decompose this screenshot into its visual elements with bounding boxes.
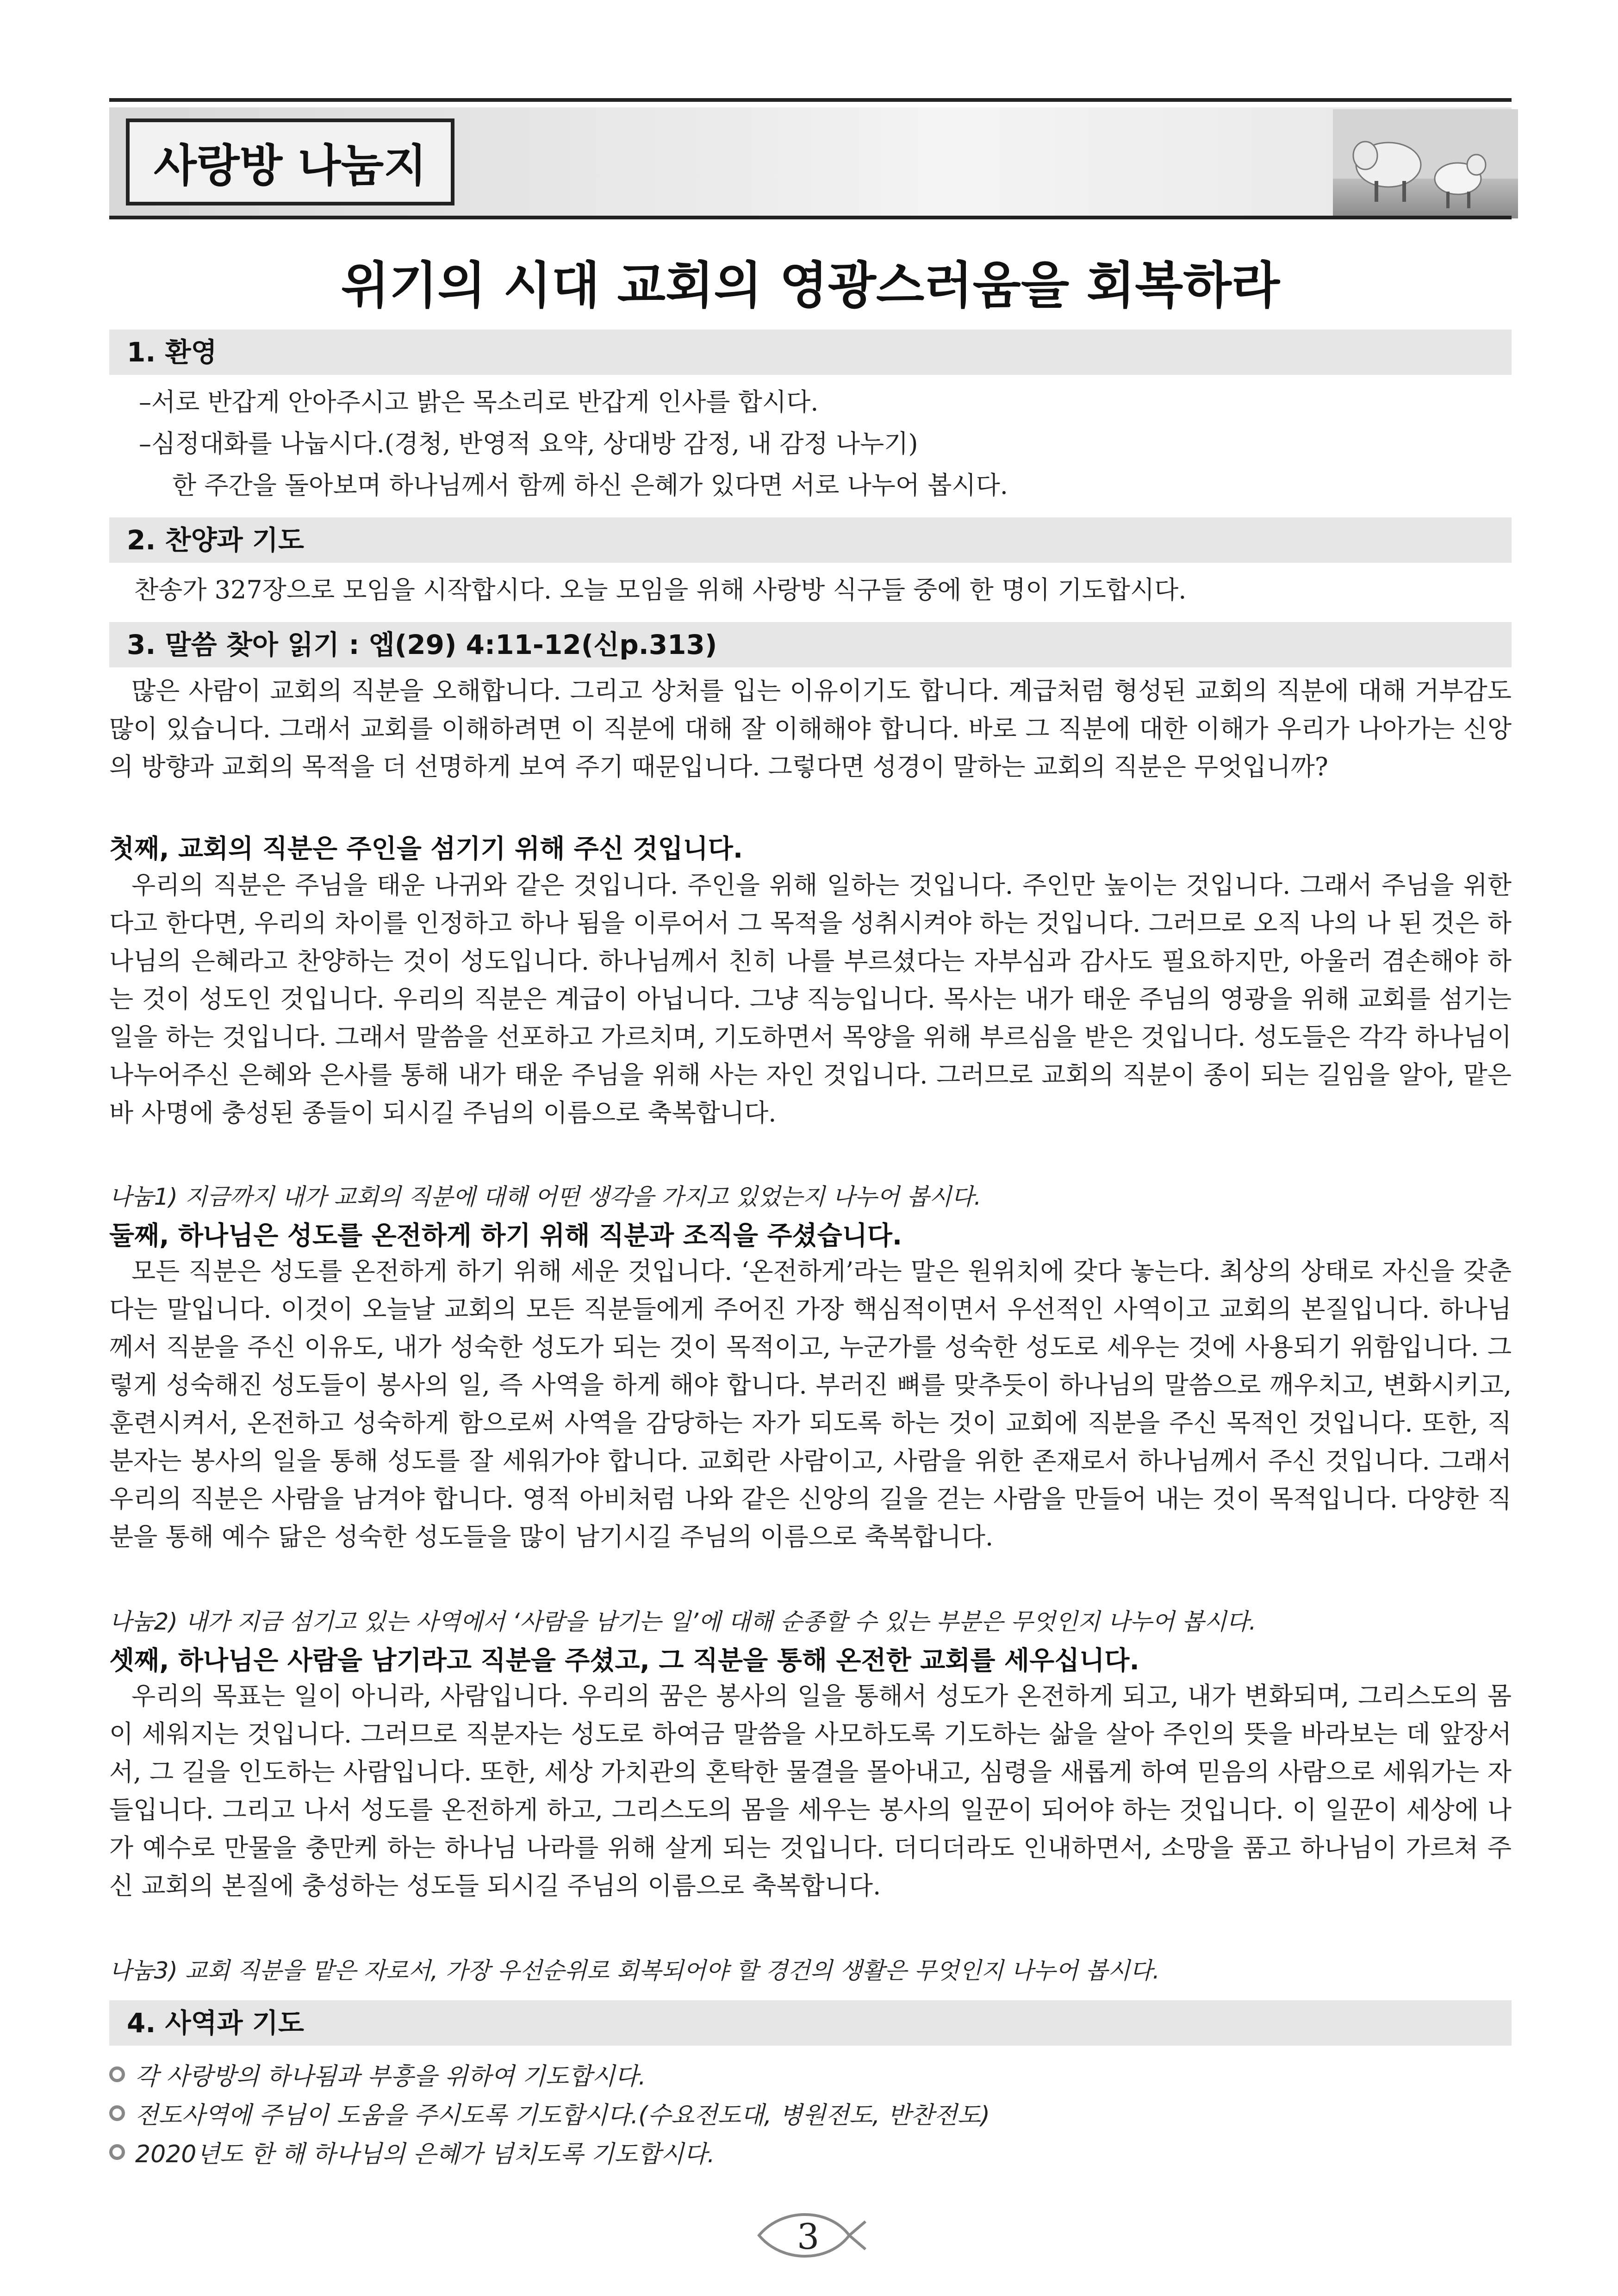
prayer-item <box>109 2134 715 2169</box>
prayer-item <box>109 2057 646 2091</box>
welcome-line: 한 주간을 돌아보며 하나님께서 함께 하신 은혜가 있다면 서로 나누어 봅시다. <box>172 471 1008 500</box>
prayer-text: 2020년도 한 해 하나님의 은혜가 넘치도록 기도합시다. <box>135 2140 715 2168</box>
praise-line: 찬송가 327장으로 모임을 시작합시다. 오늘 모임을 위해 사랑방 식구들 중에 한 명이 기도합시다. <box>134 575 1187 604</box>
sheep-photo <box>1333 109 1518 218</box>
page-number-text: 3 <box>797 2216 820 2257</box>
prayer-text: 각 사랑방의 하나됨과 부흥을 위하여 기도합시다. <box>135 2063 646 2091</box>
page-title: 위기의 시대 교회의 영광스러움을 회복하라 <box>341 257 1280 315</box>
section-heading-praise: 2. 찬양과 기도 <box>109 517 1512 563</box>
scripture-intro: 많은 사람이 교회의 직분을 오해합니다. 그리고 상처를 입는 이유이기도 합니다. 계급처럼 형성된 교회의 직분에 대해 거부감도 많이 있습니다. 그래서 교회를 이해하려면 이 직분에 대해 잘 이해해야 합니다. 바로 그 직분에 대한 이해가 우리가 나아가는 신앙의 방향과 교회의 목적을 더 선명하게 보여 주기 때문입니다. 그렇다면 성경이 말하는 교회의 직분은 무엇입니까? <box>109 676 1512 781</box>
page-number <box>750 2203 870 2268</box>
point-body: 우리의 목표는 일이 아니라, 사람입니다. 우리의 꿈은 봉사의 일을 통해서 성도가 온전하게 되고, 내가 변화되며, 그리스도의 몸이 세워지는 것입니다. 그러므로 직분자는 성도로 하여금 말씀을 사모하도록 기도하는 삶을 살아 주인의 뜻을 바라보는 데 앞장서서, 그 길을 인도하는 사람입니다. 또한, 세상 가치관의 혼탁한 물결을 몰아내고, 심령을 새롭게 하여 믿음의 사람으로 세워가는 자들입니다. 그리고 나서 성도를 온전하게 하고, 그리스도의 몸을 세우는 봉사의 일꾼이 되어야 하는 것입니다. 이 일꾼이 세상에 나가 예수로 만물을 충만케 하는 하나님 나라를 위해 살게 되는 것입니다. 더디더라도 인내하면서, 소망을 품고 하나님이 가르쳐 주신 교회의 본질에 충성하는 성도들 되시길 주님의 이름으로 축복합니다. <box>109 1681 1512 1900</box>
header-top-rule <box>109 98 1512 102</box>
corner-badge: 사랑방 나눔지 <box>126 118 454 205</box>
prayer-item <box>109 2096 990 2130</box>
share-question: 나눔2) 내가 지금 섬기고 있는 사역에서 ‘사람을 남기는 일’에 대해 순종할 수 있는 부분은 무엇인지 나누어 봅시다. <box>109 1608 1257 1635</box>
point-heading: 둘째, 하나님은 성도를 온전하게 하기 위해 직분과 조직을 주셨습니다. <box>109 1221 902 1251</box>
welcome-line: –심정대화를 나눕시다.(경청, 반영적 요약, 상대방 감정, 내 감정 나누기) <box>139 429 918 458</box>
section-heading-scripture: 3. 말씀 찾아 읽기 : 엡(29) 4:11-12(신p.313) <box>109 622 1512 667</box>
bullet-icon <box>109 2066 125 2082</box>
share-question: 나눔1) 지금까지 내가 교회의 직분에 대해 어떤 생각을 가지고 있었는지 나누어 봅시다. <box>109 1183 982 1210</box>
section-heading-welcome: 1. 환영 <box>109 330 1512 375</box>
prayer-text: 전도사역에 주님이 도움을 주시도록 기도합시다.(수요전도대, 병원전도, 반찬전도) <box>135 2102 990 2129</box>
share-question: 나눔3) 교회 직분을 맡은 자로서, 가장 우선순위로 회복되어야 할 경건의 생활은 무엇인지 나누어 봅시다. <box>109 1957 1160 1984</box>
bullet-icon <box>109 2144 125 2160</box>
welcome-line: –서로 반갑게 안아주시고 밝은 목소리로 반갑게 인사를 합시다. <box>139 387 819 417</box>
header-bottom-rule <box>109 216 1512 219</box>
point-body: 모든 직분은 성도를 온전하게 하기 위해 세운 것입니다. ‘온전하게’라는 말은 원위치에 갖다 놓는다. 최상의 상태로 자신을 갖춘다는 말입니다. 이것이 오늘날 교회의 모든 직분들에게 주어진 가장 핵심적이면서 우선적인 사역이고 교회의 본질입니다. 하나님께서 직분을 주신 이유도, 내가 성숙한 성도가 되는 것이 목적이고, 누군가를 성숙한 성도로 세우는 것에 사용되기 위함입니다. 그렇게 성숙해진 성도들이 봉사의 일, 즉 사역을 하게 해야 합니다. 부러진 뼈를 맞추듯이 하나님의 말씀으로 깨우치고, 변화시키고, 훈련시켜서, 온전하고 성숙하게 함으로써 사역을 감당하는 자가 되도록 하는 것이 교회에 직분을 주신 목적인 것입니다. 또한, 직분자는 봉사의 일을 통해 성도를 잘 세워가야 합니다. 교회란 사람이고, 사람을 위한 존재로서 하나님께서 주신 것입니다. 그래서 우리의 직분은 사람을 남겨야 합니다. 영적 아비처럼 나와 같은 신앙의 길을 걷는 사람을 만들어 내는 것이 목적입니다. 다양한 직분을 통해 예수 닮은 성숙한 성도들을 많이 남기시길 주님의 이름으로 축복합니다. <box>109 1257 1512 1551</box>
point-body: 우리의 직분은 주님을 태운 나귀와 같은 것입니다. 주인을 위해 일하는 것입니다. 주인만 높이는 것입니다. 그래서 주님을 위한다고 한다면, 우리의 차이를 인정하고 하나 됨을 이루어서 그 목적을 성취시켜야 하는 것입니다. 그러므로 오직 나의 나 된 것은 하나님의 은혜라고 찬양하는 것이 성도입니다. 하나님께서 친히 나를 부르셨다는 자부심과 감사도 필요하지만, 아울러 겸손해야 하는 것이 성도인 것입니다. 우리의 직분은 계급이 아닙니다. 그냥 직능입니다. 목사는 내가 태운 주님의 영광을 위해 교회를 섬기는 일을 하는 것입니다. 그래서 말씀을 선포하고 가르치며, 기도하면서 목양을 위해 부르심을 받은 것입니다. 성도들은 각각 하나님이 나누어주신 은혜와 은사를 통해 내가 태운 주님을 위해 사는 자인 것입니다. 그러므로 교회의 직분이 종이 되는 길임을 알아, 맡은 바 사명에 충성된 종들이 되시길 주님의 이름으로 축복합니다. <box>109 871 1512 1127</box>
bullet-icon <box>109 2105 125 2121</box>
section-heading-ministry: 4. 사역과 기도 <box>109 2000 1512 2046</box>
point-heading: 첫째, 교회의 직분은 주인을 섬기기 위해 주신 것입니다. <box>109 834 743 864</box>
point-heading: 셋째, 하나님은 사람을 남기라고 직분을 주셨고, 그 직분을 통해 온전한 교회를 세우십니다. <box>109 1646 1139 1676</box>
